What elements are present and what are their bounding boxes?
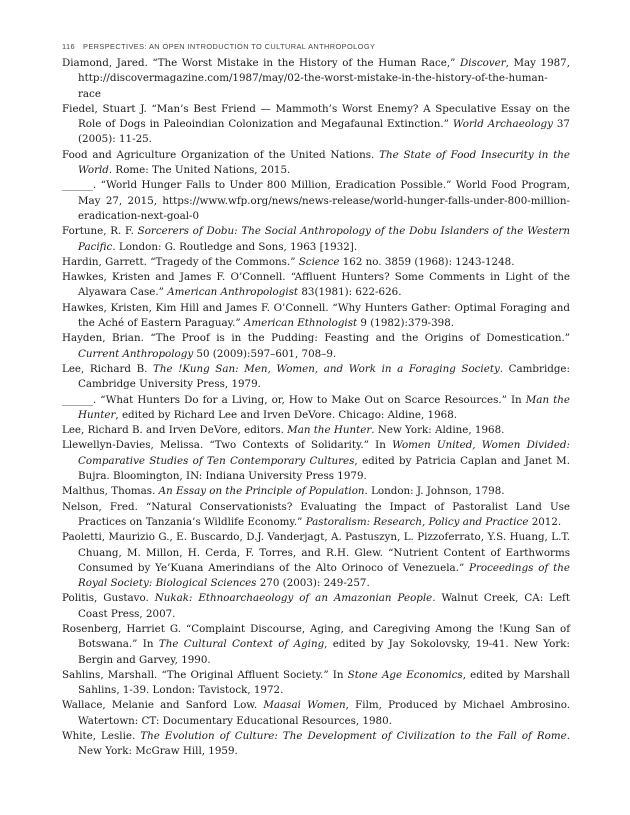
reference-title: The !Kung San: Men, Women, and Work in a Foraging Society: [153, 362, 500, 375]
reference-text: , edited by Richard Lee and Irven DeVore. Chicago: Aldine, 1968.: [115, 408, 458, 421]
reference-text: Llewellyn-Davies, Melissa. “Two Contexts of Solidarity.” In: [62, 439, 393, 452]
reference-text: . Rome: The United Nations, 2015.: [108, 164, 291, 177]
reference-list: [62, 56, 570, 760]
reference-text: , May 1987, http://discovermagazine.com/1987/may/02-the-worst-mistake-in-the-history-of-the-human-race: [78, 57, 570, 100]
reference-text: Malthus, Thomas.: [62, 485, 159, 498]
reference-text: Lee, Richard B.: [62, 362, 154, 375]
running-header: [62, 42, 375, 51]
reference-entry: [62, 668, 570, 699]
reference-text: . Walnut Creek, CA: Left Coast Press, 2007.: [78, 592, 570, 620]
reference-entry: [62, 148, 570, 179]
reference-text: . London: G. Routledge and Sons, 1963 [1932].: [112, 240, 358, 253]
reference-text: , edited by Marshall Sahlins, 1-39. London: Tavistock, 1972.: [78, 668, 570, 697]
reference-text: . Cambridge: Cambridge University Press, 1979.: [78, 362, 570, 391]
reference-text: 2012.: [528, 515, 562, 528]
reference-entry: [62, 102, 570, 148]
reference-text: Hayden, Brian. “The Proof is in the Pudding: Feasting and the Origins of Domestication.”: [62, 332, 570, 345]
reference-entry: [62, 729, 570, 760]
reference-text: 9 (1982):379-398.: [357, 317, 455, 330]
reference-text: . London: J. Johnson, 1798.: [364, 485, 505, 498]
reference-title: Stone Age Economics: [347, 668, 463, 681]
reference-title: World Archaeology: [452, 118, 553, 131]
reference-text: , edited by Jay Sokolovsky, 19-41. New York: Bergin and Garvey, 1990.: [78, 638, 570, 666]
reference-entry: [62, 255, 570, 270]
reference-text: Hawkes, Kristen, Kim Hill and James F. O’Connell. “Why Hunters Gather: Optimal Foraging and the Aché of Eastern Paraguay.”: [62, 301, 570, 330]
reference-entry: [62, 301, 570, 332]
reference-entry: [62, 591, 570, 622]
reference-text: Food and Agriculture Organization of the United Nations.: [62, 148, 380, 161]
reference-title: Discover: [459, 57, 506, 69]
reference-title: The Cultural Context of Aging: [158, 638, 325, 651]
reference-title: American Anthropologist: [167, 286, 299, 299]
reference-title: Pastoralism: Research, Policy and Practice: [305, 515, 529, 528]
reference-title: The State of Food Insecurity in the World: [78, 148, 571, 177]
reference-text: Lee, Richard B. and Irven DeVore, editors.: [62, 424, 288, 437]
reference-title: Maasai Women: [263, 699, 346, 712]
reference-title: The Evolution of Culture: The Development of Civilization to the Fall of Rome: [140, 730, 567, 743]
reference-text: Fiedel, Stuart J. “Man’s Best Friend — Mammoth’s Worst Enemy? A Speculative Essay on the Role of Dogs in Paleoindian Colonization and Megafaunal Extinction.”: [62, 102, 570, 131]
running-title: PERSPECTIVES: AN OPEN INTRODUCTION TO CULTURAL ANTHROPOLOGY: [82, 42, 376, 51]
reference-title: American Ethnologist: [243, 317, 358, 330]
reference-title: Man the Hunter: [78, 393, 571, 421]
reference-text: . New York: McGraw Hill, 1959.: [78, 730, 570, 758]
reference-text: Fortune, R. F.: [62, 225, 138, 238]
reference-text: Nelson, Fred. “Natural Conservationists? Evaluating the Impact of Pastoralist Land Use Practices on Tanzania’s Wildlife Economy.”: [62, 500, 570, 528]
reference-title: Nukak: Ethnoarchaeology of an Amazonian People: [154, 592, 433, 605]
reference-text: Wallace, Melanie and Sanford Low.: [62, 699, 264, 712]
reference-text: ______. “What Hunters Do for a Living, or, How to Make Out on Scarce Resources.” In: [62, 393, 526, 406]
reference-entry: [62, 698, 570, 729]
reference-text: 37 (2005): 11-25.: [78, 118, 570, 146]
reference-entry: [62, 393, 570, 424]
reference-text: . New York: Aldine, 1968.: [371, 424, 505, 437]
reference-title: Man the Hunter: [287, 424, 372, 437]
reference-text: Rosenberg, Harriet G. “Complaint Discourse, Aging, and Caregiving Among the !Kung San of Botswana.” In: [62, 622, 570, 651]
reference-entry: [62, 270, 570, 301]
reference-text: Hawkes, Kristen and James F. O’Connell. “Affluent Hunters? Some Comments in Light of the Alyawara Case.”: [62, 271, 570, 299]
reference-text: Sahlins, Marshall. “The Original Affluent Society.” In: [62, 668, 348, 681]
reference-text: Politis, Gustavo.: [62, 592, 155, 605]
reference-title: Sorcerers of Dobu: The Social Anthropology of the Dobu Islanders of the Western Pacific: [78, 225, 570, 253]
reference-title: Current Anthropology: [78, 347, 194, 360]
reference-entry: [62, 438, 570, 484]
reference-text: , edited by Patricia Caplan and Janet M. Bujra. Bloomington, IN: Indiana University Press 1979.: [78, 454, 570, 483]
reference-text: White, Leslie.: [62, 730, 141, 743]
reference-entry: [62, 530, 570, 591]
reference-text: 83(1981): 622-626.: [298, 286, 402, 299]
reference-title: Science: [298, 255, 340, 268]
reference-entry: [62, 622, 570, 668]
reference-entry: [62, 224, 570, 255]
reference-entry: [62, 178, 570, 224]
reference-entry: [62, 362, 570, 393]
reference-text: Hardin, Garrett. “Tragedy of the Commons.”: [62, 255, 299, 268]
reference-text: 162 no. 3859 (1968): 1243-1248.: [339, 255, 515, 268]
reference-title: Women United, Women Divided: Comparative Studies of Ten Contemporary Cultures: [78, 439, 570, 467]
reference-title: An Essay on the Principle of Population: [158, 485, 365, 498]
reference-entry: [62, 500, 570, 531]
reference-text: 270 (2003): 249-257.: [256, 577, 370, 590]
reference-title: Proceedings of the Royal Society: Biological Sciences: [78, 561, 570, 590]
reference-text: , Film, Produced by Michael Ambrosino. Watertown: CT: Documentary Educational Resources, 1980.: [78, 699, 570, 727]
page-number: 116: [62, 42, 75, 51]
reference-text: 50 (2009):597–601, 708–9.: [193, 347, 337, 360]
reference-entry: [62, 423, 570, 438]
reference-entry: [62, 56, 570, 102]
reference-text: Paoletti, Maurizio G., E. Buscardo, D.J. Vanderjagt, A. Pastuszyn, L. Pizzoferrato, Y.S. Huang, L.T. Chuang, M. Millon, H. Cerda, F. Torres, and R.H. Glew. “Nutrient Content of Earthworms Consumed by Ye’Kuana Amerindians of the Alto Orinoco of Venezuela.”: [62, 531, 570, 574]
reference-text: ______. “World Hunger Falls to Under 800 Million, Eradication Possible.” World Food Program, May 27, 2015, https://www.wfp.org/news/news-release/world-hunger-falls-under-800-million-eradication-next-goal-0: [62, 179, 570, 222]
reference-entry: [62, 484, 570, 499]
reference-entry: [62, 331, 570, 362]
reference-text: Diamond, Jared. “The Worst Mistake in the History of the Human Race,”: [62, 57, 460, 69]
